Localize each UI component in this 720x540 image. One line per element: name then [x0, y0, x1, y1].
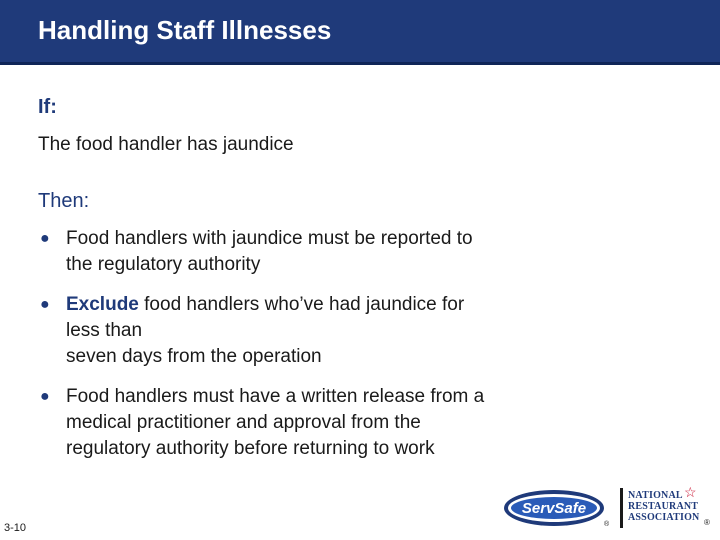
bullet-line: regulatory authority before returning to work — [66, 438, 435, 459]
slide-number: 3-10 — [4, 522, 27, 534]
bullet-emphasis: Exclude — [66, 294, 139, 315]
bullet-item — [38, 226, 598, 278]
nra-logo-line: RESTAURANT — [628, 501, 699, 512]
nra-logo — [628, 484, 712, 530]
slide-title: Handling Staff Illnesses — [38, 15, 332, 45]
bullet-line: seven days from the operation — [66, 346, 322, 367]
nra-logo-line: ASSOCIATION — [628, 512, 700, 523]
bullet-line: medical practitioner and approval from the — [66, 412, 421, 433]
if-label: If: — [38, 96, 57, 118]
bullet-dot-icon: ● — [40, 230, 50, 247]
bullet-item — [38, 292, 598, 370]
bullet-line: Food handlers with jaundice must be reported to — [66, 228, 473, 249]
condition-text: The food handler has jaundice — [38, 134, 294, 155]
bullet-line: less than — [66, 320, 143, 341]
bullet-dot-icon: ● — [40, 296, 50, 313]
bullet-line-rest: food handlers who’ve had jaundice for — [138, 294, 465, 315]
bullet-line: the regulatory authority — [66, 254, 261, 275]
servsafe-logo-text: ServSafe — [521, 500, 587, 517]
nra-registered-mark: ® — [704, 518, 710, 527]
bullet-dot-icon: ● — [40, 388, 50, 405]
title-bar — [0, 0, 720, 65]
star-icon: ☆ — [684, 484, 697, 500]
bullet-line: Food handlers must have a written release from a — [66, 386, 485, 407]
servsafe-registered-mark: ® — [604, 521, 610, 528]
logo-divider — [620, 488, 623, 528]
bullet-item — [38, 384, 598, 462]
bullet-line — [66, 292, 598, 318]
bullet-list — [38, 226, 598, 476]
nra-logo-line: NATIONAL — [628, 490, 683, 501]
servsafe-logo — [502, 486, 610, 530]
then-label: Then: — [38, 190, 90, 212]
nra-logo-text — [628, 490, 699, 523]
